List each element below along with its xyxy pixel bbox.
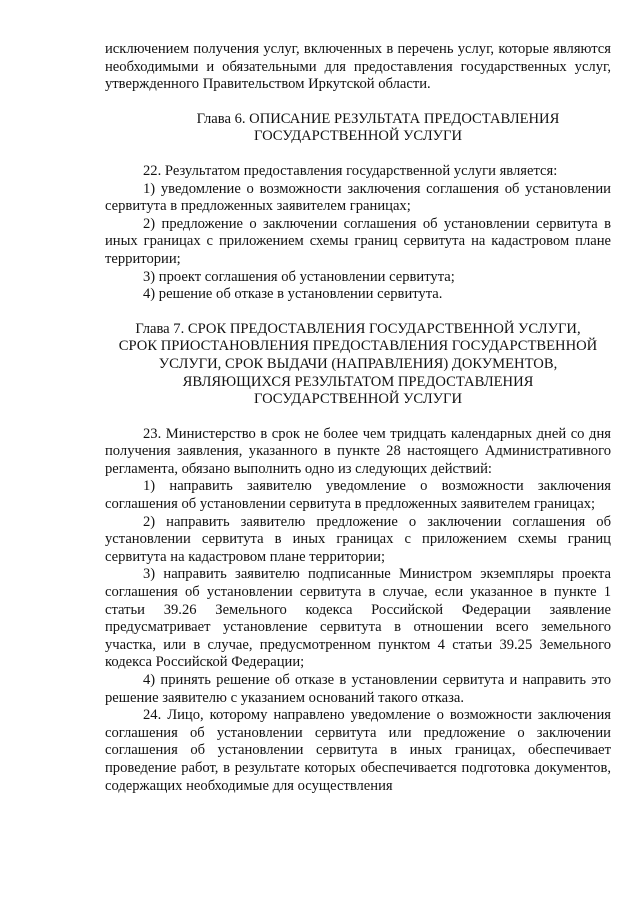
chapter-7-title-line-3: УСЛУГИ, СРОК ВЫДАЧИ (НАПРАВЛЕНИЯ) ДОКУМЕНТОВ, bbox=[158, 355, 558, 372]
paragraph-23-item-3: 3) направить заявителю подписанные Министром экземпляры проекта соглашения об установлении сервитута в случае, если указанное в пункте 1 статьи 39.26 Земельного кодекса Российской Федерации заявление предусматривает установление сервитута в отношении всего земельного участка, или в случае, предусмотренном пунктом 4 статьи 39.25 Земельного кодекса Российской Федерации; bbox=[105, 566, 611, 671]
paragraph-24: 24. Лицо, которому направлено уведомление о возможности заключения соглашения об установлении сервитута или предложение о заключении соглашения об установлении сервитута в иных границах, обеспечивает проведение работ, в результате которых обеспечивается подготовка документов, содержащих необходимые для осуществления bbox=[105, 707, 611, 794]
chapter-6-heading bbox=[105, 111, 611, 146]
chapter-7-heading bbox=[105, 321, 611, 409]
paragraph-22-item-4: 4) решение об отказе в установлении сервитута. bbox=[143, 286, 443, 303]
chapter-7-title-line-1: Глава 7. СРОК ПРЕДОСТАВЛЕНИЯ ГОСУДАРСТВЕННОЙ УСЛУГИ, bbox=[135, 320, 581, 337]
paragraph-23-item-1: 1) направить заявителю уведомление о возможности заключения соглашения об установлении сервитута в предложенных заявителем границах; bbox=[105, 478, 611, 513]
chapter-7-title-line-5: ГОСУДАРСТВЕННОЙ УСЛУГИ bbox=[254, 391, 462, 408]
paragraph-22-item-1: 1) уведомление о возможности заключения соглашения об установлении сервитута в предложенных заявителем границах; bbox=[105, 180, 611, 215]
paragraph-22-item-3: 3) проект соглашения об установлении сервитута; bbox=[143, 268, 455, 285]
chapter-7-title-line-2: СРОК ПРИОСТАНОВЛЕНИЯ ПРЕДОСТАВЛЕНИЯ ГОСУДАРСТВЕННОЙ bbox=[118, 338, 598, 355]
paragraph-22: 22. Результатом предоставления государственной услуги является: bbox=[143, 162, 558, 179]
paragraph-22-item-2: 2) предложение о заключении соглашения об установлении сервитута в иных границах с приложением схемы границ сервитута на кадастровом плане территории; bbox=[105, 215, 611, 267]
chapter-6-title-line-1: Глава 6. ОПИСАНИЕ РЕЗУЛЬТАТА ПРЕДОСТАВЛЕНИЯ bbox=[196, 110, 560, 127]
document-body bbox=[105, 41, 611, 795]
paragraph-23: 23. Министерство в срок не более чем тридцать календарных дней со дня получения заявления, указанного в пункте 28 настоящего Административного регламента, обязано выполнить одно из следующих действий: bbox=[105, 425, 611, 477]
chapter-6-title-line-2: ГОСУДАРСТВЕННОЙ УСЛУГИ bbox=[254, 128, 462, 145]
paragraph-23-item-2: 2) направить заявителю предложение о заключении соглашения об установлении сервитута в иных границах с приложением схемы границ сервитута на кадастровом плане территории; bbox=[105, 513, 611, 565]
intro-paragraph: исключением получения услуг, включенных в перечень услуг, которые являются необходимыми и обязательными для предоставления государственных услуг, утвержденного Правительством Иркутской области. bbox=[105, 41, 611, 93]
paragraph-23-item-4: 4) принять решение об отказе в установлении сервитута и направить это решение заявителю с указанием оснований такого отказа. bbox=[105, 672, 611, 706]
chapter-7-title-line-4: ЯВЛЯЮЩИХСЯ РЕЗУЛЬТАТОМ ПРЕДОСТАВЛЕНИЯ bbox=[182, 373, 534, 390]
